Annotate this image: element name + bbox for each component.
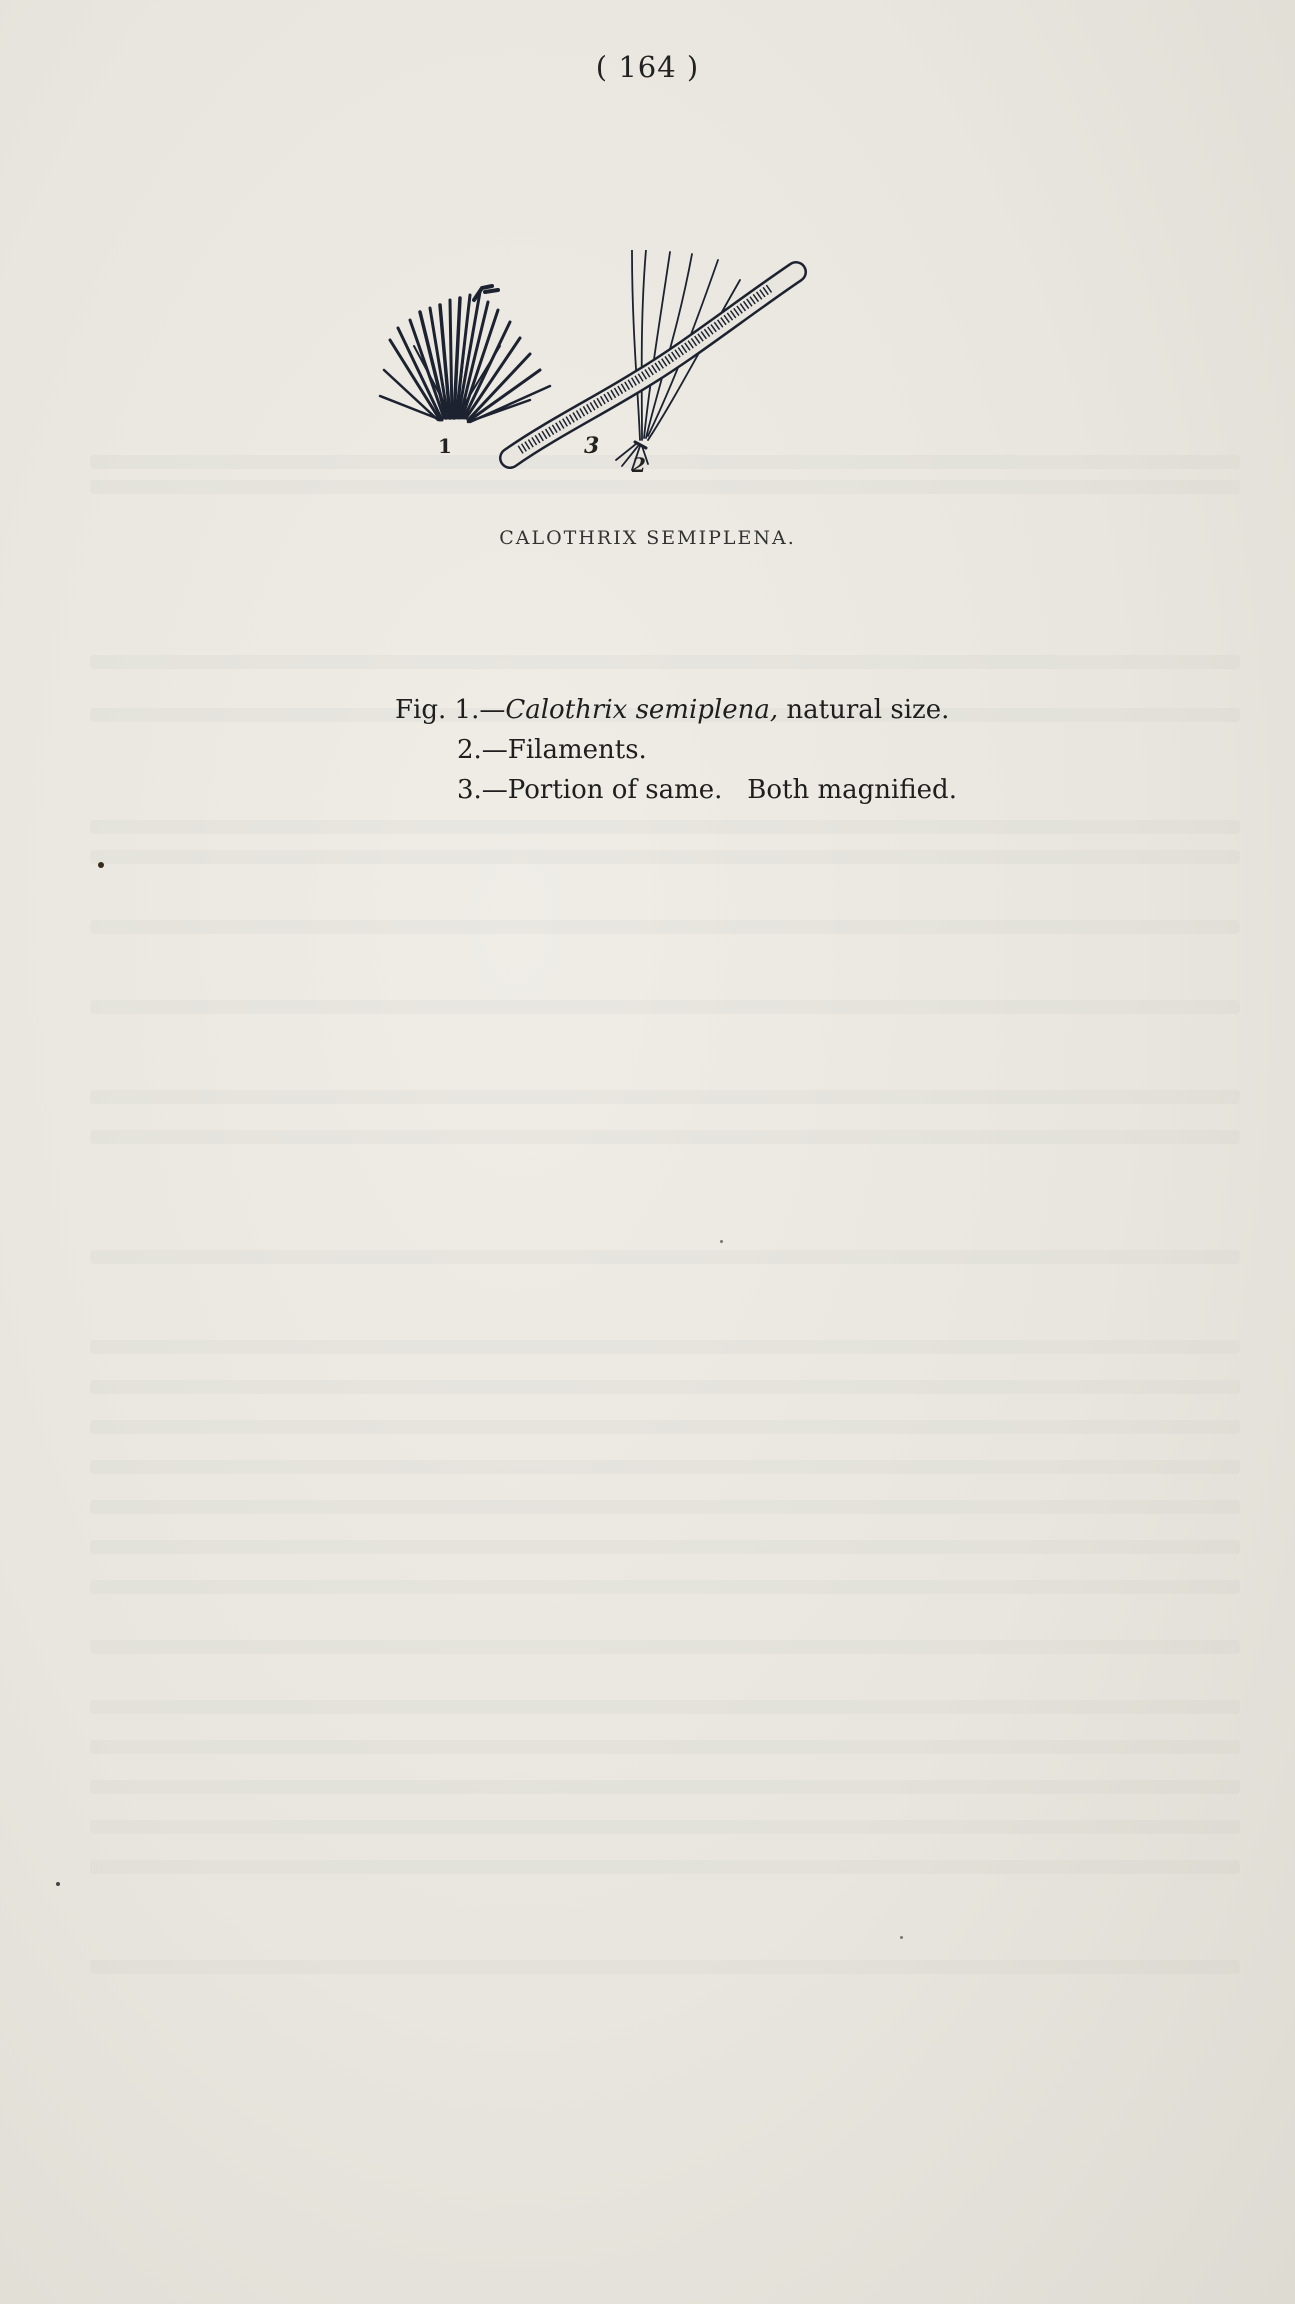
- caption-species-name: Calothrix semiplena,: [505, 695, 779, 725]
- figure-label-2: 2: [632, 453, 646, 477]
- figure-3-filament-portion: [510, 272, 796, 458]
- show-through-text: [90, 1460, 1240, 1474]
- paper-speck: [900, 1936, 903, 1939]
- show-through-text: [90, 1860, 1240, 1874]
- show-through-text: [90, 1130, 1240, 1144]
- show-through-text: [90, 1000, 1240, 1014]
- caption-natural-size: natural size.: [778, 695, 950, 725]
- show-through-text: [90, 1540, 1240, 1554]
- show-through-text: [90, 480, 1240, 494]
- show-through-text: [90, 1090, 1240, 1104]
- show-through-text: [90, 655, 1240, 669]
- show-through-text: [90, 1960, 1240, 1974]
- paper-speck: [720, 1240, 723, 1243]
- show-through-text: [90, 1640, 1240, 1654]
- paper-speck: [98, 862, 104, 868]
- caption-fig-prefix: Fig. 1.—: [395, 695, 506, 725]
- page-number: ( 164 ): [595, 50, 700, 84]
- botanical-illustration: [370, 250, 1020, 480]
- show-through-text: [90, 1380, 1240, 1394]
- show-through-text: [90, 850, 1240, 864]
- show-through-text: [90, 1580, 1240, 1594]
- figure-label-3: 3: [584, 433, 600, 459]
- caption-line-2: 2.—Filaments.: [457, 735, 647, 765]
- show-through-text: [90, 1820, 1240, 1834]
- show-through-text: [90, 1740, 1240, 1754]
- figure-1-tuft: [380, 286, 550, 422]
- figure-caption: [395, 690, 957, 810]
- show-through-text: [90, 820, 1240, 834]
- paper-speck: [56, 1882, 60, 1886]
- caption-line-3: 3.—Portion of same. Both magnified.: [457, 775, 957, 805]
- plate-title: CALOTHRIX SEMIPLENA.: [499, 527, 796, 549]
- show-through-text: [90, 1420, 1240, 1434]
- caption-line-1: [395, 690, 957, 730]
- show-through-text: [90, 1700, 1240, 1714]
- figure-label-1: 1: [438, 434, 452, 458]
- calothrix-figure: [370, 250, 1020, 480]
- show-through-text: [90, 1780, 1240, 1794]
- show-through-text: [90, 1250, 1240, 1264]
- show-through-text: [90, 1500, 1240, 1514]
- show-through-text: [90, 920, 1240, 934]
- show-through-text: [90, 1340, 1240, 1354]
